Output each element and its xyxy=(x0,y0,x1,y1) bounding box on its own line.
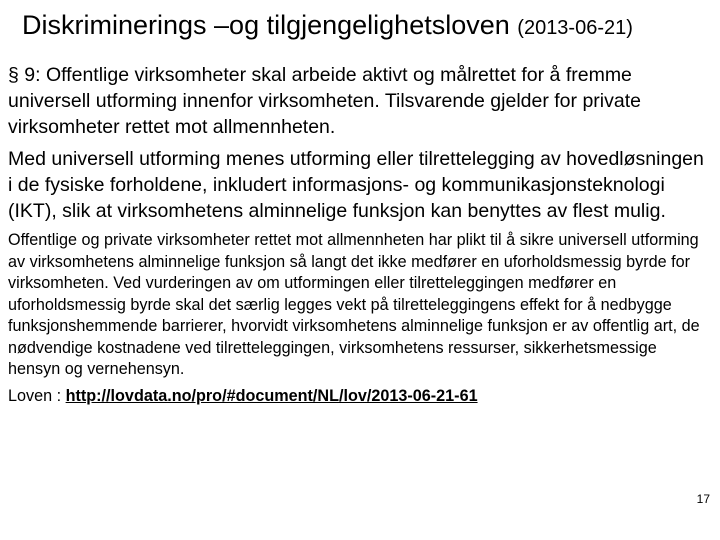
law-link[interactable]: http://lovdata.no/pro/#document/NL/lov/2013-06-21-61 xyxy=(65,386,478,405)
law-label: Loven : xyxy=(8,386,66,405)
slide-title-date: (2013-06-21) xyxy=(517,17,633,39)
paragraph-obligation: Offentlige og private virksomheter rettet mot allmennheten har plikt til å sikre universell utforming av virksomhetens alminnelige funksjon så langt det ikke medfører en uforholdsmessig byrde for virksomheten. Ved vurderingen av om utformingen eller tilretteleggingen medfører en uforholdsmessig byrde skal det særlig legges vekt på tilretteleggingens effekt for å nedbygge funksjonshemmende barrierer, hvorvidt virksomhetens alminnelige funksjon er av offentlig art, de nødvendige kostnadene ved tilretteleggingen, virksomhetens ressurser, sikkerhetsmessige hensyn og vernehensyn. xyxy=(8,231,700,378)
paragraph-universal-design-definition: Med universell utforming menes utforming eller tilrettelegging av hovedløsningen i de fysiske forholdene, inkludert informasjons- og kommunikasjonsteknologi (IKT), slik at virksomhetens alminnelige funksjon kan benyttes av flest mulig. xyxy=(8,148,704,222)
slide-title xyxy=(22,8,712,45)
page-number: 17 xyxy=(696,492,710,506)
slide-title-text: Diskriminerings –og tilgjengelighetsloven xyxy=(22,10,510,40)
law-reference xyxy=(8,386,708,408)
slide-body xyxy=(8,62,708,407)
paragraph-section-9: § 9: Offentlige virksomheter skal arbeide aktivt og målrettet for å fremme universell utforming innenfor virksomheten. Tilsvarende gjelder for private virksomheter rettet mot allmennheten. xyxy=(8,64,641,138)
